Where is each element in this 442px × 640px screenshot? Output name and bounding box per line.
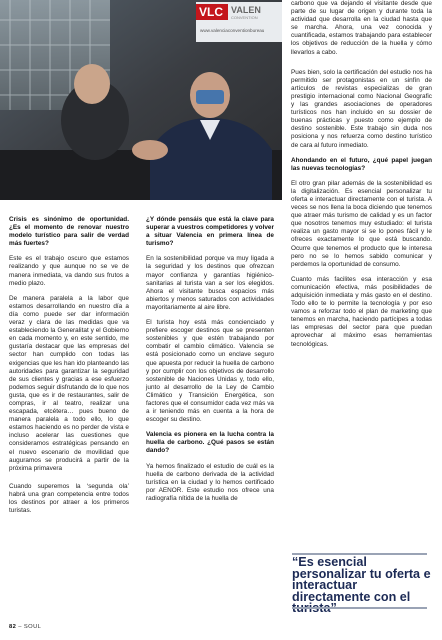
interview-photo	[0, 0, 282, 200]
column-2	[146, 216, 274, 510]
sign-sub: VALEN	[231, 5, 261, 15]
magazine-name: SOUL	[23, 624, 42, 630]
footer-separator: –	[16, 624, 24, 630]
pullquote: “Es esencial personalizar tu oferta e interactuar directamente con el	[292, 555, 431, 604]
paragraph: Cuando superemos la ‘segunda ola’ habrá una gran competencia entre todos los destinos por atraer a los primeros turistas.	[9, 482, 129, 515]
paragraph: Este es el trabajo oscuro que estamos realizando y que aunque no se ve de manera inmediata, va dando sus frutos a medio plazo.	[9, 255, 129, 287]
sign-brand: VLC	[199, 5, 223, 19]
page-number: 82	[9, 624, 17, 630]
paragraph: El otro gran pilar además de la sostenibilidad es la digitalización. Es esencial personalizar tu oferta e interactuar directamente con el turista. A veces se nos llena la boca diciendo que tenemos que atraer más turismo de calidad y es un factor que nosotros tenemos muy estudiado: el turista realiza un gasto mayor si se lo pones fácil y le ofreces exactamente lo que está buscando. Ocurre que tenemos el producto que le interesa pero no se lo hemos sabido comunicar y perdemos la oportunidad de consumo.	[291, 179, 432, 268]
sign-url: www.valenciaconventionbureau	[200, 28, 265, 33]
paragraph: En la sostenibilidad porque va muy ligada a la seguridad y los destinos que ofrezcan mayor confianza y garantías higiénico-sanitarias al turista van a ser los elegidos. Ahora el visitante busca espacios más abiertos y menos saturados con actividades mayoritariamente al aire libre.	[146, 255, 274, 311]
sign-sub2: CONVENTION	[231, 15, 258, 20]
question-heading: Ahondando en el futuro, ¿qué papel juegan las nuevas tecnologías?	[291, 156, 432, 172]
paragraph: Cuanto más facilites esa interacción y esa comunicación efectiva, más posibilidades de adquisición inmediata y más gasto en el destino. Todo ello te lo permite la tecnología y por eso vamos a reforzar todo el plan de marketing que tenemos en marcha, haciendo partícipes a todas las empresas del sector para que puedan aprovechar al máximo esas herramientas tecnológicas.	[291, 275, 432, 348]
paragraph: De manera paralela a la labor que estamos desarrollando en nuestro día a día como puede ser dar información veraz y clara de las medidas que va estableciendo la Generalitat y el Gobierno en cada momento y, en este sentido, me gustaría destacar que las empresas del sector han cumplido con todas las exigencias que les han ido planteando las autoridades para garantizar la seguridad de sus clientes y gracias a ese esfuerzo podemos seguir disfrutando de lo que nos gusta, que es ir de restaurantes, salir de compras, ir al teatro, realizar una escapada, etcétera… pues bueno de manera paralela a todo ello, lo que estamos haciendo es no perder de vista e incluso acelerar las cuestiones que consideramos estratégicas pensando en el nuevo escenario de movilidad que auguramos se producirá a partir de la próxima primavera	[9, 294, 129, 472]
question-heading: Crisis es sinónimo de oportunidad. ¿Es el momento de renovar nuestro modelo turístico para salir de verdad más fuertes?	[9, 216, 129, 248]
question-heading: Valencia es pionera en la lucha contra la huella de carbono. ¿Qué pasos se están dando?	[146, 431, 274, 455]
paragraph: Ya hemos finalizado el estudio de cuál es la huella de carbono derivada de la actividad turística en la ciudad y lo hemos certificado por AENOR. Este estudio nos ofrece una radiografía nítida de la huella de	[146, 462, 274, 502]
column-3	[291, 0, 432, 356]
column-1	[9, 216, 129, 522]
pullquote-rule-bottom	[292, 607, 427, 609]
question-heading: ¿Y dónde pensáis que está la clave para superar a vuestros competidores y volver a situar Valencia en primera línea de turismo?	[146, 216, 274, 248]
paragraph: El turista hoy está más concienciado y prefiere escoger destinos que se presenten sostenibles y que estén trabajando por combatir el cambio climático. Valencia se está posicionado como un enclave seguro que apuesta por reducir la huella de carbono y por cumplir con los objetivos de desarrollo sostenible de Naciones Unidas y, todo ello, junto al desarrollo de la Ley de Cambio Climático y Transición Energética, son factores que el consumidor cada vez más va a ir teniendo más en cuenta a la hora de escoger su destino.	[146, 319, 274, 424]
paragraph: Pues bien, solo la certificación del estudio nos ha permitido ser protagonistas en un sinfín de artículos de revistas especializas de gran prestigio internacional como Nacional Geografic y las grandes asociaciones de operadores turísticos nos han incluido en su dossier de buenas prácticas y puesto como ejemplo de destino sostenible. Este trabajo sin duda nos posiciona y nos refuerza como destino turístico de cara al futuro inmediato.	[291, 68, 432, 149]
paragraph: carbono que va dejando el visitante desde que parte de su lugar de origen y durante toda la actividad que desarrolla en la ciudad hasta que se marcha. Ahora, una vez conocida y cuantificada, estamos trabajando para establecer los objetivos de reducción de la huella y cómo llevarlos a cabo.	[291, 0, 432, 56]
page-footer	[9, 624, 41, 630]
